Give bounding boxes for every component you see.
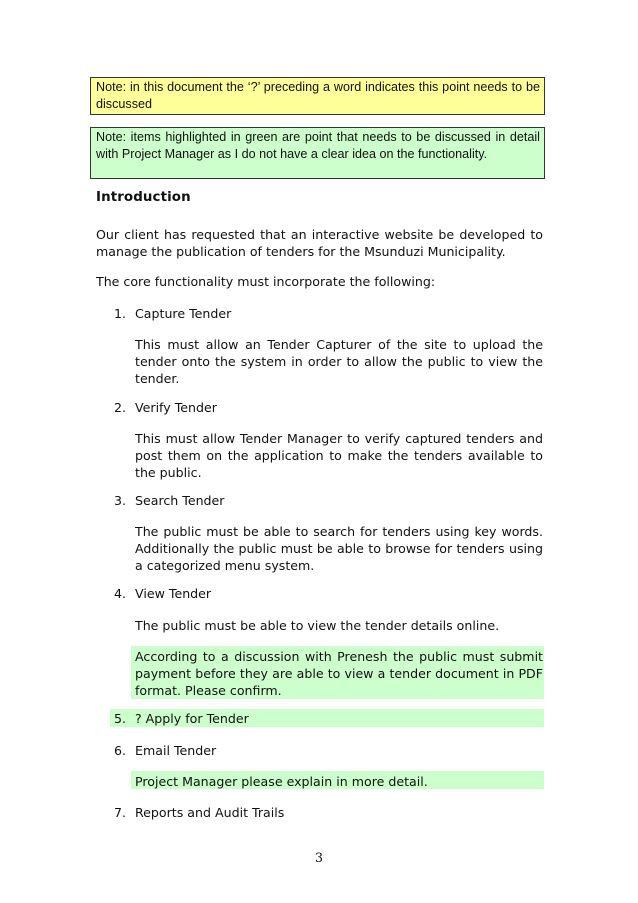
- list-item-email-tender: [114, 742, 216, 759]
- list-item-description: The public must be able to view the tender details online.: [135, 618, 500, 633]
- list-item-number: 2.: [114, 400, 127, 415]
- section-heading-introduction: Introduction: [96, 190, 191, 205]
- list-item-number: 7.: [114, 805, 127, 820]
- intro-paragraph: Our client has requested that an interactive website be developed to manage the publication of tenders for the Msunduzi Municipality.: [96, 227, 543, 259]
- list-item-title: View Tender: [135, 586, 212, 601]
- list-item-verify-tender: [114, 399, 217, 416]
- list-item-title: ? Apply for Tender: [135, 711, 249, 726]
- note-discussion-marker: Note: in this document the ‘?’ preceding a word indicates this point needs to be discussed: [90, 77, 545, 115]
- list-item-title: Search Tender: [135, 493, 225, 508]
- page-number: 3: [314, 850, 323, 865]
- list-item-number: 3.: [114, 493, 127, 508]
- list-item-number: 6.: [114, 743, 127, 758]
- list-item-apply-for-tender: [114, 710, 249, 727]
- list-item-search-tender: [114, 492, 224, 509]
- list-item-title: Email Tender: [135, 743, 217, 758]
- list-item-capture-tender: [114, 305, 231, 322]
- list-item-number: 4.: [114, 586, 127, 601]
- highlighted-note-email: Project Manager please explain in more detail.: [135, 774, 428, 789]
- core-functionality-intro: The core functionality must incorporate the following:: [96, 274, 436, 289]
- list-item-number: 1.: [114, 306, 127, 321]
- list-item-description: This must allow an Tender Capturer of the site to upload the tender onto the system in order to allow the public to view the tender.: [135, 337, 543, 386]
- list-item-reports-audit: [114, 804, 284, 821]
- list-item-title: Capture Tender: [135, 306, 232, 321]
- list-item-number: 5.: [114, 711, 127, 726]
- list-item-description: The public must be able to search for tenders using key words. Additionally the public must be able to browse for tenders using a categorized menu system.: [135, 524, 543, 573]
- list-item-view-tender: [114, 585, 211, 602]
- list-item-title: Reports and Audit Trails: [135, 805, 285, 820]
- list-item-description: This must allow Tender Manager to verify captured tenders and post them on the application to make the tenders available to the public.: [135, 431, 543, 480]
- highlighted-note-payment: According to a discussion with Prenesh the public must submit payment before they are able to view a tender document in PDF format. Please confirm.: [135, 649, 543, 698]
- note-green-highlight: Note: items highlighted in green are point that needs to be discussed in detail with Project Manager as I do not have a clear idea on the functionality.: [90, 127, 545, 179]
- list-item-title: Verify Tender: [135, 400, 217, 415]
